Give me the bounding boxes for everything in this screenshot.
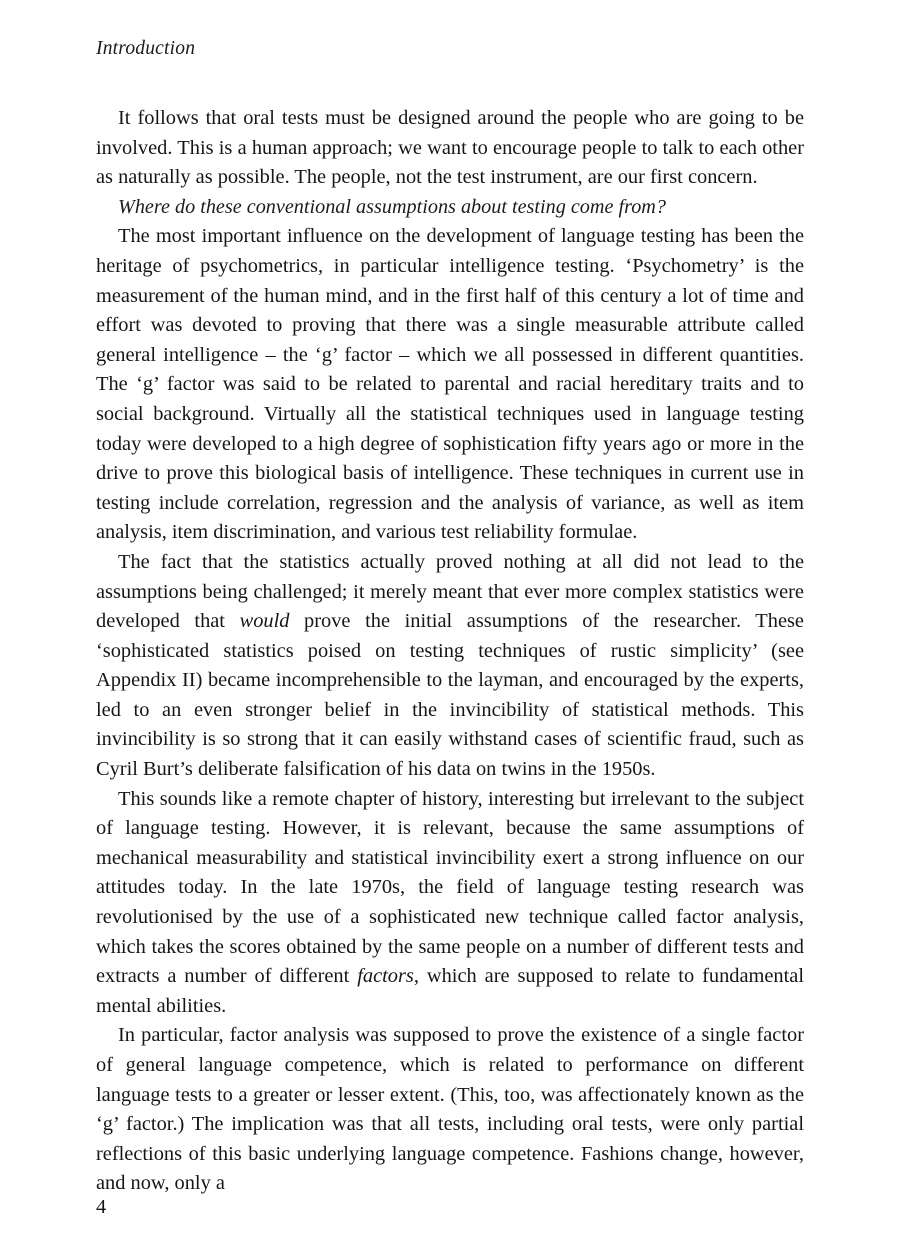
paragraph-3-part-b: prove the initial assumptions of the researcher. These ‘sophisticated statistics poised on testing techniques of rustic simplicity’ (see Appendix II) became incomprehensible to the layman, and encouraged by the experts, led to an even stronger belief in the invincibility of statistical methods. This invincibility is so strong that it can easily withstand cases of scientific fraud, such as Cyril Burt’s deliberate falsification of his data on twins in the 1950s. xyxy=(96,610,804,781)
paragraph-2: The most important influence on the development of language testing has been the heritage of psychometrics, in particular intelligence testing. ‘Psychometry’ is the measurement of the human mind, and in the first half of this century a lot of time and effort was devoted to proving that there was a single measurable attribute called general intelligence – the ‘g’ factor – which we all possessed in different quantities. The ‘g’ factor was said to be related to parental and racial hereditary traits and to social background. Virtually all the statistical techniques used in language testing today were developed to a high degree of sophistication fifty years ago or more in the drive to prove this biological basis of intelligence. These techniques in current use in testing include correlation, regression and the analysis of variance, as well as item analysis, item discrimination, and various test reliability formulae. xyxy=(96,225,804,544)
paragraph-3 xyxy=(96,548,804,785)
paragraph-4-part-a: This sounds like a remote chapter of history, interesting but irrelevant to the subject of language testing. However, it is relevant, because the same assumptions of mechanical measurability and statistical invincibility exert a strong influence on our attitudes today. In the late 1970s, the field of language testing research was revolutionised by the use of a sophisticated new technique called factor analysis, which takes the scores obtained by the same people on a number of different tests and extracts a number of different xyxy=(96,787,804,988)
body-text-column xyxy=(96,104,804,1199)
paragraph-4 xyxy=(96,785,804,1022)
running-head: Introduction xyxy=(96,38,196,59)
paragraph-1: It follows that oral tests must be designed around the people who are going to be involved. This is a human approach; we want to encourage people to talk to each other as naturally as possible. The people, not the test instrument, are our first concern. xyxy=(96,107,804,189)
page-number: 4 xyxy=(96,1196,107,1218)
paragraph-4-part-b: , which are supposed to relate to fundamental mental abilities. xyxy=(96,965,804,1017)
paragraph-5: In particular, factor analysis was supposed to prove the existence of a single factor of general language competence, which is related to performance on different language tests to a greater or lesser extent. (This, too, was affectionately known as the ‘g’ factor.) The implication was that all tests, including oral tests, were only partial reflections of this basic underlying language competence. Fashions change, however, and now, only a xyxy=(96,1024,804,1195)
paragraph-3-part-a: The fact that the statistics actually proved nothing at all did not lead to the assumptions being challenged; it merely meant that ever more complex statistics were developed that xyxy=(96,550,804,633)
section-heading: Where do these conventional assumptions about testing come from? xyxy=(118,195,666,218)
paragraph-3-emphasis: would xyxy=(239,610,290,633)
paragraph-4-emphasis: factors xyxy=(357,965,414,988)
